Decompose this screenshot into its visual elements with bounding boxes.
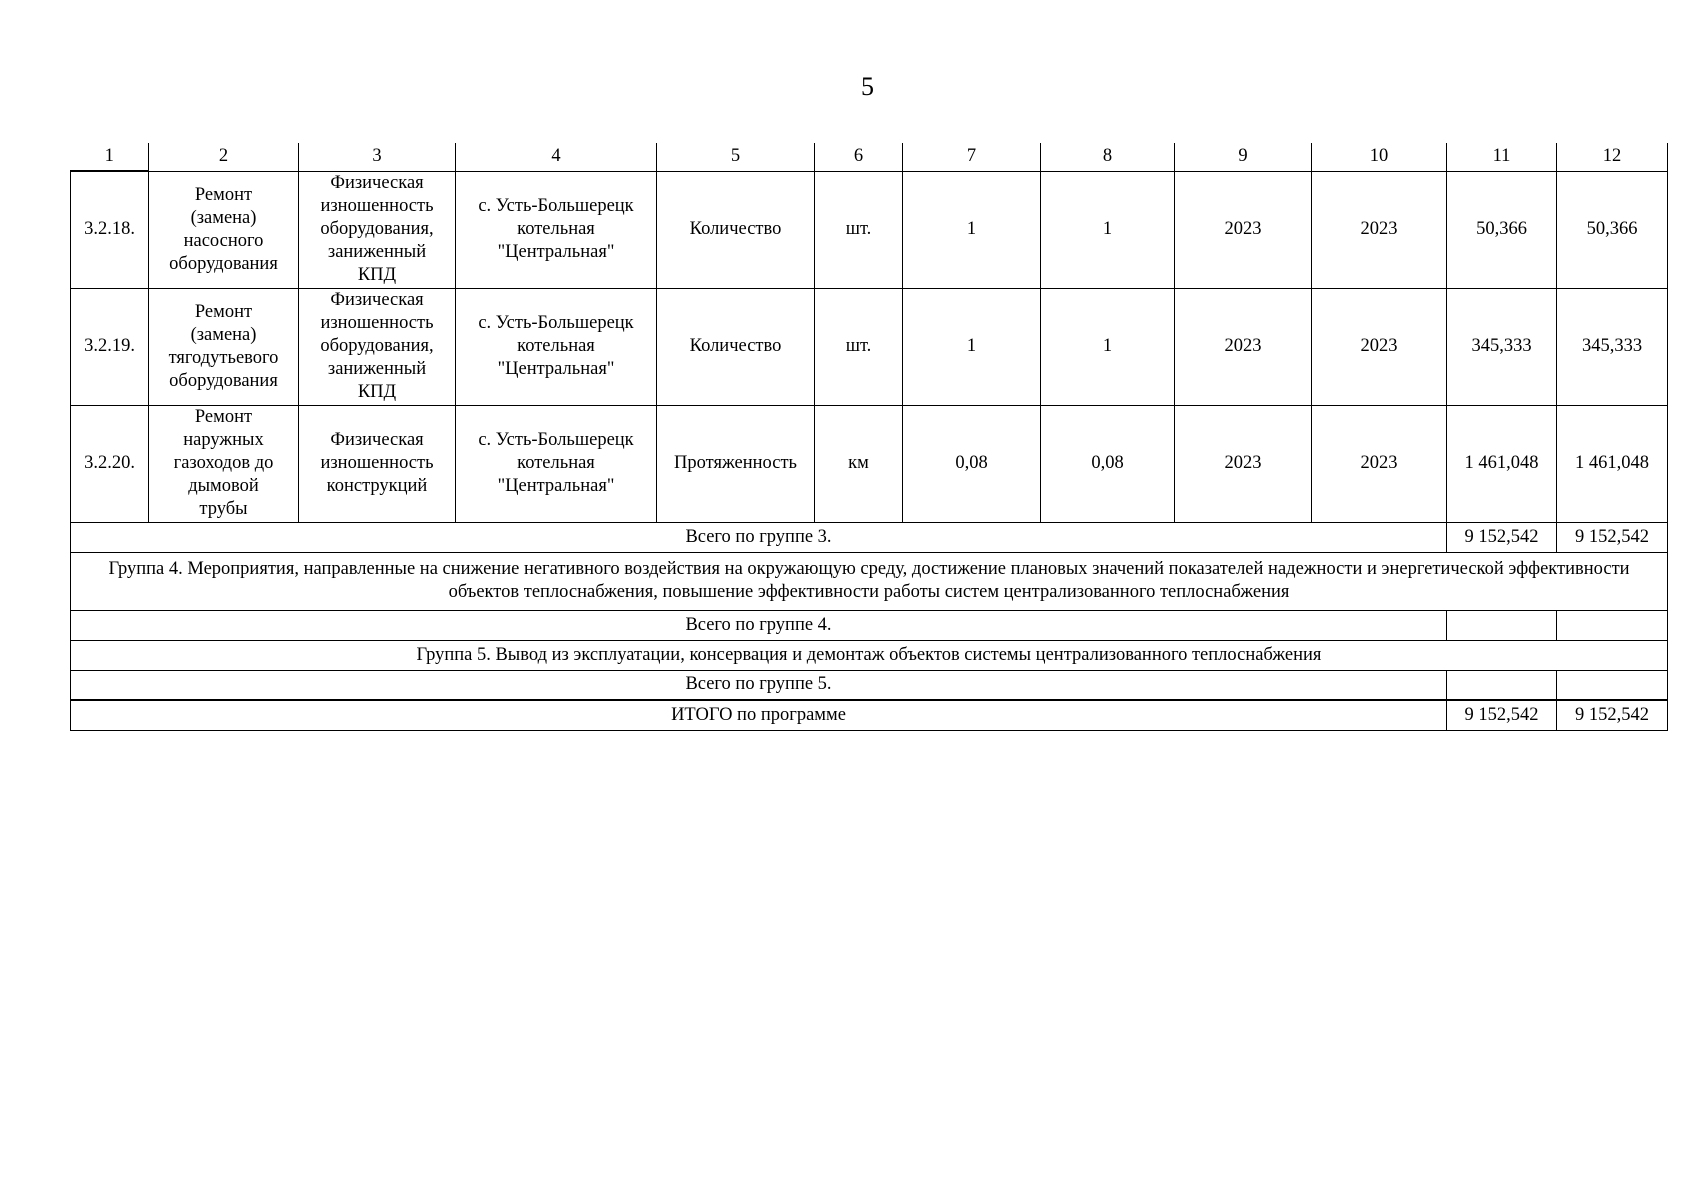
work-line: дымовой <box>188 476 259 496</box>
group4-title: Группа 4. Мероприятия, направленные на снижение негативного воздействия на окружающую среду, достижение плановых значений показателей надежности и энергетической эффективности объектов теплоснабжения, повышение эффективности работы систем централизованного теплоснабжения <box>71 552 1668 610</box>
reason-line: изношенность <box>320 313 434 333</box>
reason-line: Физическая <box>330 290 424 310</box>
reason-description <box>299 405 456 522</box>
column-number: 12 <box>1557 143 1668 171</box>
year-col9: 2023 <box>1175 171 1312 288</box>
sum-col11: 345,333 <box>1447 288 1557 405</box>
column-number: 9 <box>1175 143 1312 171</box>
column-number-row <box>71 143 1668 171</box>
row-id: 3.2.19. <box>71 288 149 405</box>
reason-description <box>299 288 456 405</box>
unit: км <box>815 405 903 522</box>
program-total-row <box>71 700 1668 730</box>
column-number: 10 <box>1312 143 1447 171</box>
work-line: оборудования <box>169 370 278 391</box>
group5-total-col11 <box>1447 670 1557 700</box>
location-line: с. Усть-Большерецк <box>478 196 634 216</box>
group4-total-label: Всего по группе 4. <box>71 610 1447 640</box>
reason-line: изношенность <box>320 196 434 216</box>
group3-total-col12: 9 152,542 <box>1557 522 1668 552</box>
table-row <box>71 405 1668 522</box>
group4-total-col11 <box>1447 610 1557 640</box>
group4-total-col12 <box>1557 610 1668 640</box>
column-number: 3 <box>299 143 456 171</box>
sum-col11: 50,366 <box>1447 171 1557 288</box>
work-line: Ремонт <box>194 301 253 322</box>
program-total-col12: 9 152,542 <box>1557 700 1668 730</box>
value-col8: 0,08 <box>1041 405 1175 522</box>
unit: шт. <box>815 171 903 288</box>
column-number: 1 <box>71 143 149 171</box>
location-line: котельная <box>517 219 595 239</box>
row-id: 3.2.18. <box>71 171 149 288</box>
column-number: 8 <box>1041 143 1175 171</box>
location-line: с. Усть-Большерецк <box>478 430 634 450</box>
value-col7: 1 <box>903 171 1041 288</box>
column-number: 5 <box>657 143 815 171</box>
column-number: 2 <box>149 143 299 171</box>
work-line: тягодутьевого <box>168 347 279 368</box>
reason-line: изношенность <box>320 453 434 473</box>
row-id: 3.2.20. <box>71 405 149 522</box>
location-line: "Центральная" <box>497 359 615 379</box>
value-col8: 1 <box>1041 288 1175 405</box>
work-line: Ремонт <box>194 184 253 205</box>
location-line: "Центральная" <box>497 476 615 496</box>
reason-line: КПД <box>357 265 397 285</box>
page-number: 5 <box>861 72 874 101</box>
work-line: (замена) <box>190 207 257 228</box>
location <box>456 405 657 522</box>
location-line: котельная <box>517 453 595 473</box>
reason-line: заниженный <box>327 242 427 262</box>
program-total-col11: 9 152,542 <box>1447 700 1557 730</box>
column-number: 7 <box>903 143 1041 171</box>
reason-line: Физическая <box>330 173 424 193</box>
reason-line: конструкций <box>326 476 428 496</box>
location <box>456 288 657 405</box>
group5-total-col12 <box>1557 670 1668 700</box>
group3-total-col11: 9 152,542 <box>1447 522 1557 552</box>
reason-line: оборудования, <box>320 219 434 239</box>
value-col7: 0,08 <box>903 405 1041 522</box>
reason-line: оборудования, <box>320 336 434 356</box>
unit: шт. <box>815 288 903 405</box>
work-line: газоходов до <box>173 453 274 473</box>
reason-description <box>299 171 456 288</box>
work-line: наружных <box>183 430 264 450</box>
column-number: 6 <box>815 143 903 171</box>
sum-col12: 345,333 <box>1557 288 1668 405</box>
year-col10: 2023 <box>1312 405 1447 522</box>
reason-line: КПД <box>357 382 397 402</box>
table-row <box>71 171 1668 288</box>
year-col10: 2023 <box>1312 171 1447 288</box>
value-col8: 1 <box>1041 171 1175 288</box>
reason-line: Физическая <box>330 430 424 450</box>
program-total-label: ИТОГО по программе <box>71 700 1447 730</box>
sum-col12: 1 461,048 <box>1557 405 1668 522</box>
table-row <box>71 288 1668 405</box>
work-line: Ремонт <box>194 407 253 427</box>
sum-col12: 50,366 <box>1557 171 1668 288</box>
work-description <box>149 405 299 522</box>
year-col9: 2023 <box>1175 405 1312 522</box>
work-line: оборудования <box>169 253 278 274</box>
column-number: 11 <box>1447 143 1557 171</box>
work-line: трубы <box>199 499 248 519</box>
work-description <box>149 171 299 288</box>
location-line: "Центральная" <box>497 242 615 262</box>
group4-title-row <box>71 552 1668 610</box>
indicator: Количество <box>657 171 815 288</box>
group4-total-row <box>71 610 1668 640</box>
location-line: с. Усть-Большерецк <box>478 313 634 333</box>
indicator: Протяженность <box>657 405 815 522</box>
group5-total-row <box>71 670 1668 700</box>
group3-total-row <box>71 522 1668 552</box>
group5-title: Группа 5. Вывод из эксплуатации, консервация и демонтаж объектов системы централизованного теплоснабжения <box>71 640 1668 670</box>
year-col10: 2023 <box>1312 288 1447 405</box>
work-description <box>149 288 299 405</box>
group5-total-label: Всего по группе 5. <box>71 670 1447 700</box>
work-line: насосного <box>183 230 264 251</box>
investment-program-table <box>70 143 1668 731</box>
year-col9: 2023 <box>1175 288 1312 405</box>
reason-line: заниженный <box>327 359 427 379</box>
group5-title-row <box>71 640 1668 670</box>
value-col7: 1 <box>903 288 1041 405</box>
location <box>456 171 657 288</box>
group3-total-label: Всего по группе 3. <box>71 522 1447 552</box>
sum-col11: 1 461,048 <box>1447 405 1557 522</box>
column-number: 4 <box>456 143 657 171</box>
work-line: (замена) <box>190 324 257 345</box>
indicator: Количество <box>657 288 815 405</box>
location-line: котельная <box>517 336 595 356</box>
